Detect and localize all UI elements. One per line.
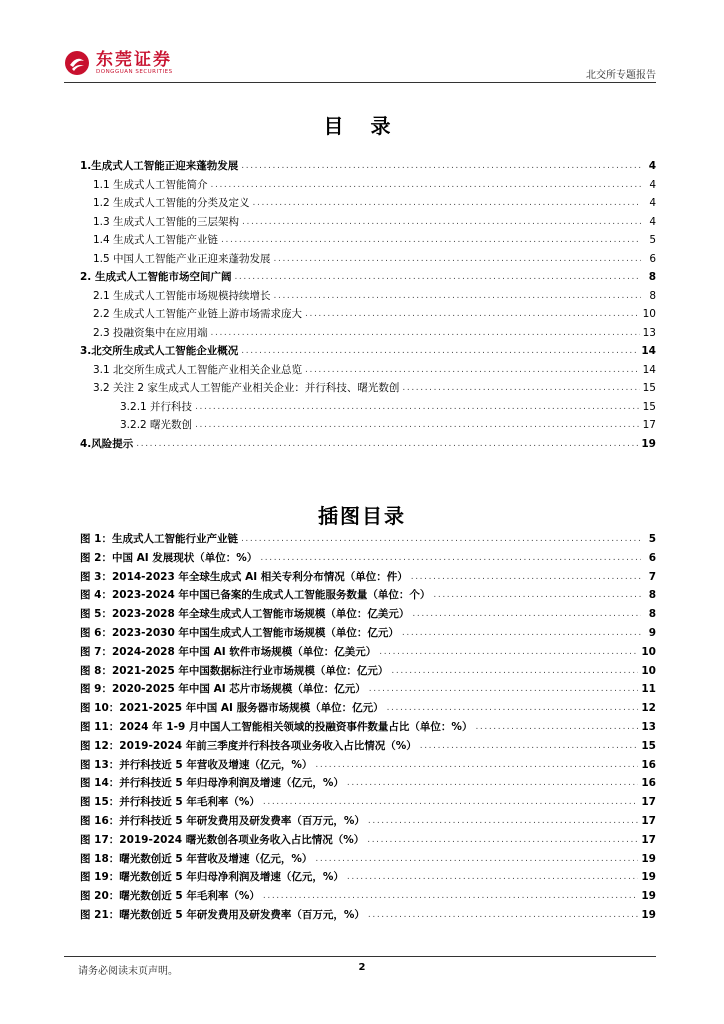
entry-page: 14 bbox=[642, 363, 656, 376]
dot-leader bbox=[379, 645, 638, 659]
figure-entry[interactable] bbox=[80, 885, 656, 903]
entry-label: 图 12：2019-2024 年前三季度并行科技各项业务收入占比情况（%） bbox=[80, 739, 417, 752]
footer-disclaimer: 请务必阅读末页声明。 bbox=[78, 966, 178, 977]
dot-leader bbox=[263, 889, 638, 903]
dot-leader bbox=[211, 178, 641, 192]
entry-page: 15 bbox=[642, 382, 656, 394]
page-number: 2 bbox=[358, 962, 366, 973]
entry-page: 5 bbox=[649, 234, 656, 246]
entry-page: 8 bbox=[649, 289, 656, 302]
entry-label: 图 4：2023-2024 年中国已备案的生成式人工智能服务数量（单位：个） bbox=[80, 589, 431, 602]
dot-leader bbox=[136, 437, 638, 451]
figure-entry[interactable] bbox=[80, 584, 656, 602]
toc-entry[interactable] bbox=[80, 322, 656, 340]
figure-entry[interactable] bbox=[80, 678, 656, 696]
entry-page: 16 bbox=[641, 758, 656, 771]
entry-label: 图 15：并行科技近 5 年毛利率（%） bbox=[80, 796, 260, 809]
entry-label: 图 2：中国 AI 发展现状（单位：%） bbox=[80, 551, 258, 564]
entry-label: 图 14：并行科技近 5 年归母净利润及增速（亿元，%） bbox=[80, 777, 344, 790]
toc-entry[interactable] bbox=[80, 155, 656, 173]
dot-leader bbox=[211, 326, 640, 340]
dot-leader bbox=[315, 758, 638, 772]
figure-entry[interactable] bbox=[80, 866, 656, 884]
entry-page: 17 bbox=[641, 796, 656, 809]
figure-entry[interactable] bbox=[80, 566, 656, 584]
dot-leader bbox=[412, 607, 641, 621]
dot-leader bbox=[263, 795, 638, 809]
dot-leader bbox=[475, 720, 638, 734]
dot-leader bbox=[347, 870, 638, 884]
entry-page: 6 bbox=[648, 551, 656, 564]
entry-label: 图 10：2021-2025 年中国 AI 服务器市场规模（单位：亿元） bbox=[80, 702, 384, 715]
entry-page: 4 bbox=[649, 178, 656, 191]
toc-entry[interactable] bbox=[80, 303, 656, 321]
footer-divider bbox=[64, 956, 656, 957]
entry-page: 6 bbox=[649, 252, 656, 265]
dot-leader bbox=[195, 400, 640, 414]
entry-page: 8 bbox=[648, 608, 656, 621]
entry-label: 3.2.2 曙光数创 bbox=[120, 419, 193, 431]
dot-leader bbox=[420, 739, 639, 753]
toc-entry[interactable] bbox=[80, 377, 656, 395]
entry-page: 17 bbox=[641, 833, 656, 846]
entry-label: 图 8：2021-2025 年中国数据标注行业市场规模（单位：亿元） bbox=[80, 664, 389, 677]
dot-leader bbox=[274, 289, 641, 303]
entry-label: 2.1 生成式人工智能市场规模持续增长 bbox=[93, 289, 271, 302]
page-header bbox=[64, 48, 656, 82]
entry-page: 10 bbox=[641, 664, 656, 677]
dot-leader bbox=[347, 776, 638, 790]
toc-entry[interactable] bbox=[80, 340, 656, 358]
company-logo bbox=[64, 48, 173, 78]
toc-entry[interactable] bbox=[80, 174, 656, 192]
entry-label: 图 20：曙光数创近 5 年毛利率（%） bbox=[80, 890, 260, 903]
figure-entry[interactable] bbox=[80, 603, 656, 621]
dot-leader bbox=[387, 701, 639, 715]
entry-page: 19 bbox=[641, 890, 656, 903]
entry-page: 7 bbox=[648, 570, 656, 583]
dot-leader bbox=[315, 852, 638, 866]
entry-label: 图 19：曙光数创近 5 年归母净利润及增速（亿元，%） bbox=[80, 871, 344, 884]
entry-label: 1.2 生成式人工智能的分类及定义 bbox=[93, 197, 250, 209]
logo-name-en: DONGGUAN SECURITIES bbox=[96, 68, 173, 75]
toc-entry[interactable] bbox=[80, 229, 656, 247]
figure-entry[interactable] bbox=[80, 622, 656, 640]
dot-leader bbox=[402, 381, 639, 395]
entry-page: 4 bbox=[649, 215, 656, 228]
entry-label: 图 7：2024-2028 年中国 AI 软件市场规模（单位：亿美元） bbox=[80, 645, 377, 658]
entry-label: 图 3：2014-2023 年全球生成式 AI 相关专利分布情况（单位：件） bbox=[80, 570, 408, 583]
figure-entry[interactable] bbox=[80, 754, 656, 772]
dot-leader bbox=[253, 196, 641, 210]
entry-page: 17 bbox=[641, 815, 656, 827]
entry-page: 14 bbox=[641, 345, 656, 357]
dot-leader bbox=[241, 532, 641, 546]
entry-label: 1.生成式人工智能正迎来蓬勃发展 bbox=[80, 160, 239, 172]
entry-label: 图 5：2023-2028 年全球生成式人工智能市场规模（单位：亿美元） bbox=[80, 608, 410, 621]
entry-page: 10 bbox=[641, 645, 656, 658]
dot-leader bbox=[391, 664, 638, 678]
entry-label: 图 6：2023-2030 年中国生成式人工智能市场规模（单位：亿元） bbox=[80, 627, 399, 639]
entry-label: 图 11：2024 年 1-9 月中国人工智能相关领域的投融资事件数量占比（单位：%） bbox=[80, 721, 473, 733]
entry-page: 19 bbox=[641, 871, 656, 884]
entry-label: 4.风险提示 bbox=[80, 437, 134, 450]
figure-entry[interactable] bbox=[80, 716, 656, 734]
dot-leader bbox=[433, 588, 641, 602]
entry-page: 4 bbox=[648, 160, 656, 172]
dot-leader bbox=[402, 626, 641, 640]
entry-label: 图 13：并行科技近 5 年营收及增速（亿元，%） bbox=[80, 758, 313, 771]
figure-entry[interactable] bbox=[80, 791, 656, 809]
entry-label: 2. 生成式人工智能市场空间广阔 bbox=[80, 271, 232, 283]
figure-entry[interactable] bbox=[80, 829, 656, 847]
dot-leader bbox=[260, 551, 641, 565]
dot-leader bbox=[274, 252, 641, 266]
figure-entry[interactable] bbox=[80, 904, 656, 922]
figure-entry[interactable] bbox=[80, 547, 656, 565]
entry-label: 图 9：2020-2025 年中国 AI 芯片市场规模（单位：亿元） bbox=[80, 683, 366, 696]
entry-label: 图 16：并行科技近 5 年研发费用及研发费率（百万元，%） bbox=[80, 815, 365, 827]
entry-page: 8 bbox=[648, 271, 656, 283]
entry-page: 10 bbox=[642, 308, 656, 320]
entry-label: 2.3 投融资集中在应用端 bbox=[93, 326, 208, 339]
toc-title: 目 录 bbox=[323, 114, 401, 138]
dot-leader bbox=[195, 418, 640, 432]
entry-page: 12 bbox=[641, 702, 656, 715]
entry-label: 1.5 中国人工智能产业正迎来蓬勃发展 bbox=[93, 252, 271, 265]
entry-page: 13 bbox=[642, 326, 656, 339]
entry-label: 3.1 北交所生成式人工智能产业相关企业总览 bbox=[93, 363, 303, 376]
report-type: 北交所专题报告 bbox=[586, 70, 656, 81]
toc-entry[interactable] bbox=[80, 359, 656, 377]
figure-entry[interactable] bbox=[80, 772, 656, 790]
entry-page: 19 bbox=[641, 437, 656, 450]
entry-label: 图 18：曙光数创近 5 年营收及增速（亿元，%） bbox=[80, 852, 313, 865]
toc-entry[interactable] bbox=[80, 248, 656, 266]
dot-leader bbox=[368, 814, 638, 828]
entry-page: 13 bbox=[641, 721, 656, 733]
toc-entry[interactable] bbox=[80, 211, 656, 229]
toc-entry[interactable] bbox=[80, 433, 656, 451]
header-divider bbox=[64, 82, 656, 83]
figure-entry[interactable] bbox=[80, 528, 656, 546]
entry-page: 4 bbox=[649, 197, 656, 209]
entry-label: 3.2 关注 2 家生成式人工智能产业相关企业：并行科技、曙光数创 bbox=[93, 382, 400, 394]
figure-entry[interactable] bbox=[80, 641, 656, 659]
toc-entry[interactable] bbox=[80, 414, 656, 432]
toc-entry[interactable] bbox=[80, 266, 656, 284]
dot-leader bbox=[368, 908, 638, 922]
entry-label: 1.4 生成式人工智能产业链 bbox=[93, 234, 219, 246]
figure-entry[interactable] bbox=[80, 735, 656, 753]
logo-mark-icon bbox=[64, 50, 90, 76]
dot-leader bbox=[367, 833, 638, 847]
entry-label: 2.2 生成式人工智能产业链上游市场需求庞大 bbox=[93, 308, 303, 320]
toc-entry[interactable] bbox=[80, 396, 656, 414]
entry-label: 图 21：曙光数创近 5 年研发费用及研发费率（百万元，%） bbox=[80, 909, 365, 921]
entry-page: 9 bbox=[648, 627, 656, 639]
figure-list-title: 插图目录 bbox=[318, 504, 406, 528]
dot-leader bbox=[242, 215, 641, 229]
entry-label: 3.北交所生成式人工智能企业概况 bbox=[80, 345, 239, 357]
entry-page: 11 bbox=[641, 683, 656, 696]
entry-label: 图 17：2019-2024 曙光数创各项业务收入占比情况（%） bbox=[80, 833, 365, 846]
dot-leader bbox=[241, 159, 641, 173]
toc-entry[interactable] bbox=[80, 192, 656, 210]
entry-label: 图 1：生成式人工智能行业产业链 bbox=[80, 533, 238, 545]
dot-leader bbox=[369, 682, 639, 696]
entry-label: 3.2.1 并行科技 bbox=[120, 400, 193, 413]
entry-label: 1.1 生成式人工智能简介 bbox=[93, 178, 208, 191]
figure-entry[interactable] bbox=[80, 848, 656, 866]
entry-page: 8 bbox=[648, 589, 656, 602]
dot-leader bbox=[305, 363, 640, 377]
toc-entry[interactable] bbox=[80, 285, 656, 303]
entry-label: 1.3 生成式人工智能的三层架构 bbox=[93, 215, 240, 228]
entry-page: 19 bbox=[641, 909, 656, 921]
dot-leader bbox=[241, 344, 638, 358]
dot-leader bbox=[411, 570, 641, 584]
entry-page: 15 bbox=[641, 739, 656, 752]
figure-entry[interactable] bbox=[80, 697, 656, 715]
logo-name-cn: 东莞证券 bbox=[96, 49, 172, 70]
entry-page: 17 bbox=[642, 419, 656, 431]
dot-leader bbox=[221, 233, 641, 247]
dot-leader bbox=[305, 307, 640, 321]
dot-leader bbox=[234, 270, 641, 284]
entry-page: 5 bbox=[648, 533, 656, 545]
figure-entry[interactable] bbox=[80, 660, 656, 678]
figure-entry[interactable] bbox=[80, 810, 656, 828]
entry-page: 19 bbox=[641, 852, 656, 865]
entry-page: 16 bbox=[641, 777, 656, 790]
entry-page: 15 bbox=[642, 400, 656, 413]
